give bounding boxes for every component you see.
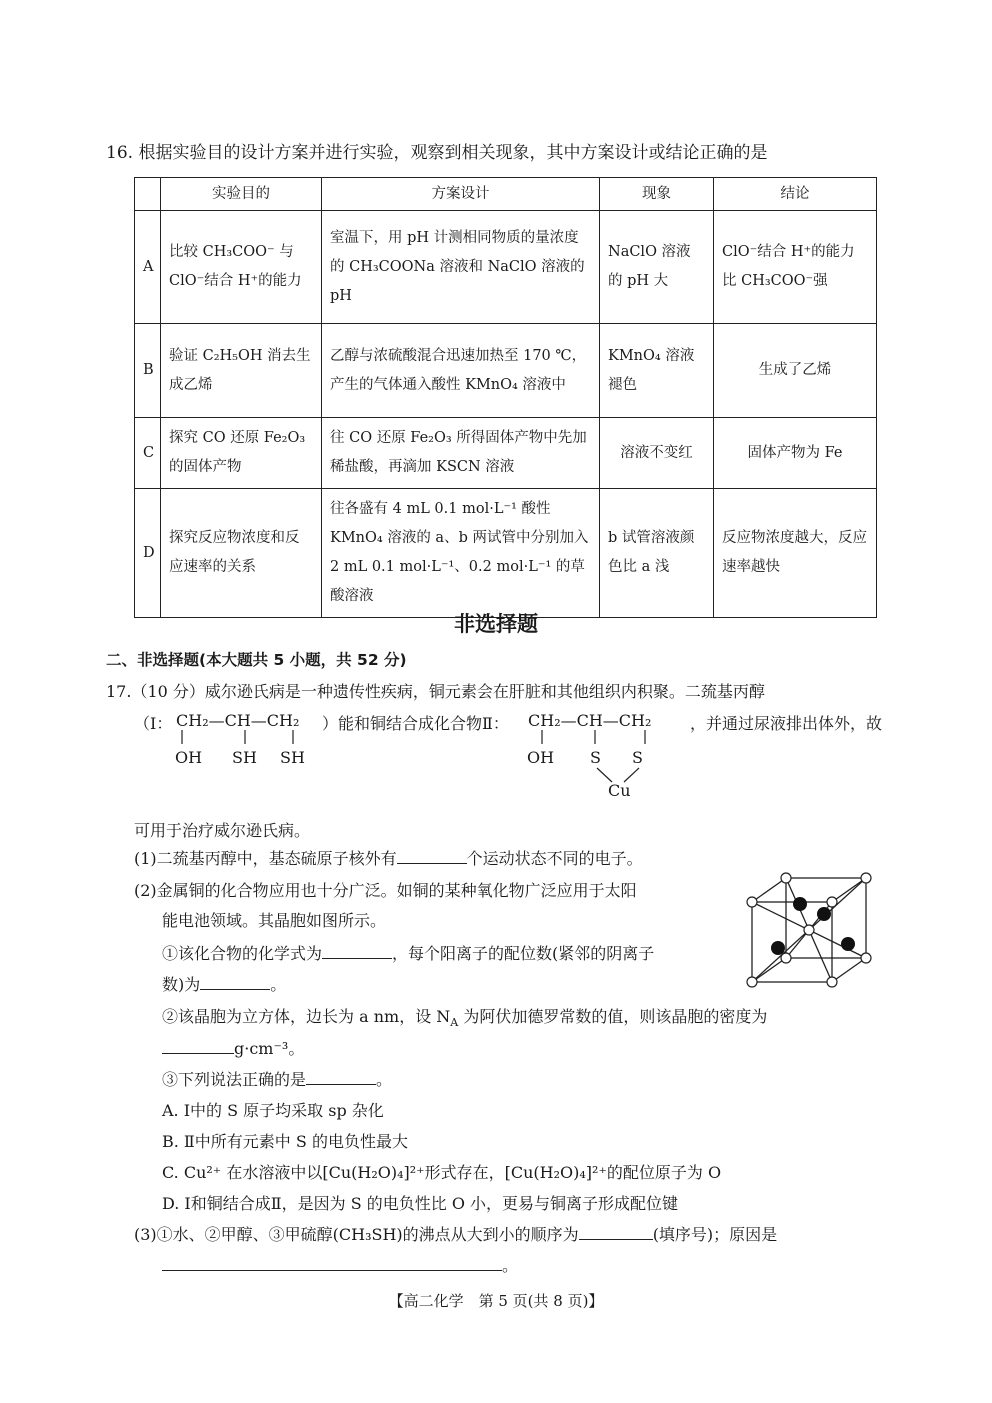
cell-design: 乙醇与浓硫酸混合迅速加热至 170 ℃，产生的气体通入酸性 KMnO₄ 溶液中 xyxy=(322,324,600,418)
q17-part3-line2 xyxy=(162,1253,518,1276)
experiment-table xyxy=(134,177,877,618)
option-a: A. Ⅰ中的 S 原子均采取 sp 杂化 xyxy=(162,1101,384,1120)
option-c: C. Cu²⁺ 在水溶液中以[Cu(H₂O)₄]²⁺形式存在，[Cu(H₂O)₄]²⁺的配位原子为 O xyxy=(162,1163,722,1182)
cell-purpose: 探究反应物浓度和反应速率的关系 xyxy=(161,489,322,618)
cell-purpose: 探究 CO 还原 Fe₂O₃ 的固体产物 xyxy=(161,418,322,489)
row-label: C xyxy=(135,418,161,489)
mol2-s1: S xyxy=(590,748,601,767)
option-b: B. Ⅱ中所有元素中 S 的电负性最大 xyxy=(162,1132,408,1151)
part3-text-b: (填序号)；原因是 xyxy=(652,1225,778,1244)
mol2-s2: S xyxy=(632,748,643,767)
answer-blank-2[interactable] xyxy=(322,944,392,959)
table-row xyxy=(135,489,877,618)
answer-blank-3[interactable] xyxy=(200,975,270,990)
q17-line2b: ）能和铜结合成化合物Ⅱ： xyxy=(322,714,509,733)
part3-text-a: (3)①水、②甲醇、③甲硫醇(CH₃SH)的沸点从大到小的顺序为 xyxy=(134,1225,579,1244)
cell-design: 室温下，用 pH 计测相同物质的量浓度的 CH₃COONa 溶液和 NaClO 溶液的 pH xyxy=(322,211,600,324)
q17-line3: 可用于治疗威尔逊氏病。 xyxy=(134,821,311,840)
table-row xyxy=(135,418,877,489)
mol1-sh1: SH xyxy=(232,748,257,767)
cell-design: 往 CO 还原 Fe₂O₃ 所得固体产物中先加稀盐酸，再滴加 KSCN 溶液 xyxy=(322,418,600,489)
mol1-sh2: SH xyxy=(280,748,305,767)
part3-text-c: 。 xyxy=(502,1256,519,1275)
q17-part3-line1 xyxy=(134,1222,777,1245)
row-label: D xyxy=(135,489,161,618)
table-row xyxy=(135,211,877,324)
q17-part2-line5 xyxy=(162,1004,767,1029)
mol1-chain: CH₂—CH—CH₂ xyxy=(176,711,300,730)
cell-conclusion: 反应物浓度越大，反应速率越快 xyxy=(714,489,877,618)
cell-purpose: 比较 CH₃COO⁻ 与 ClO⁻结合 H⁺的能力 xyxy=(161,211,322,324)
row-label: A xyxy=(135,211,161,324)
header-design: 方案设计 xyxy=(322,178,600,211)
q17-part2-line3 xyxy=(162,941,654,964)
page-footer: 【高二化学 第 5 页(共 8 页)】 xyxy=(388,1292,604,1310)
mol1-oh: OH xyxy=(175,748,203,767)
cell-design: 往各盛有 4 mL 0.1 mol·L⁻¹ 酸性 KMnO₄ 溶液的 a、b 两试管中分别加入 2 mL 0.1 mol·L⁻¹、0.2 mol·L⁻¹ 的草酸溶液 xyxy=(322,489,600,618)
header-conclusion: 结论 xyxy=(714,178,877,211)
table-corner xyxy=(135,178,161,211)
part2-q1-text-a: ①该化合物的化学式为 xyxy=(162,944,323,963)
q17-line2a: （Ⅰ： xyxy=(134,714,173,733)
answer-blank-5[interactable] xyxy=(306,1070,376,1085)
na-subscript: A xyxy=(450,1016,459,1030)
section-heading: 二、非选择题(本大题共 5 小题，共 52 分) xyxy=(106,651,407,669)
part1-text-a: (1)二巯基丙醇中，基态硫原子核外有 xyxy=(134,849,397,868)
q17-part2-line2: 能电池领域。其晶胞如图所示。 xyxy=(162,911,387,930)
mol2-chain: CH₂—CH—CH₂ xyxy=(528,711,652,730)
q17-part2-line1: (2)金属铜的化合物应用也十分广泛。如铜的某种氧化物广泛应用于太阳 xyxy=(134,881,637,900)
q17-part2-line4 xyxy=(162,972,286,995)
table-header-row xyxy=(135,178,877,211)
cell-phenomenon: b 试管溶液颜色比 a 浅 xyxy=(600,489,714,618)
header-purpose: 实验目的 xyxy=(161,178,322,211)
cell-phenomenon: NaClO 溶液的 pH 大 xyxy=(600,211,714,324)
part2-q1-text-d: 。 xyxy=(270,975,287,994)
answer-blank-1[interactable] xyxy=(397,849,467,864)
q17-part2-line6 xyxy=(162,1036,304,1059)
part2-q1-text-b: ，每个阳离子的配位数(紧邻的阴离子 xyxy=(392,944,655,963)
question-16-stem: 16. 根据实验目的设计方案并进行实验，观察到相关现象，其中方案设计或结论正确的是 xyxy=(106,143,768,163)
crystal-cell-diagram xyxy=(744,872,884,988)
row-label: B xyxy=(135,324,161,418)
cell-conclusion: 生成了乙烯 xyxy=(714,324,877,418)
cell-conclusion: 固体产物为 Fe xyxy=(714,418,877,489)
section-title: 非选择题 xyxy=(454,612,538,636)
part2-q2-text-b: 为阿伏加德罗常数的值，则该晶胞的密度为 xyxy=(458,1007,768,1026)
part1-text-b: 个运动状态不同的电子。 xyxy=(466,849,643,868)
part2-q2-text-a: ②该晶胞为立方体，边长为 a nm，设 N xyxy=(162,1007,451,1026)
part2-q3-text-b: 。 xyxy=(376,1070,393,1089)
cell-conclusion: ClO⁻结合 H⁺的能力比 CH₃COO⁻强 xyxy=(714,211,877,324)
q17-line1: 17.（10 分）威尔逊氏病是一种遗传性疾病，铜元素会在肝脏和其他组织内积聚。二巯基丙醇 xyxy=(106,682,765,701)
answer-blank-7[interactable] xyxy=(162,1256,502,1271)
part2-q3-text-a: ③下列说法正确的是 xyxy=(162,1070,307,1089)
cell-phenomenon: 溶液不变红 xyxy=(600,418,714,489)
option-d: D. Ⅰ和铜结合成Ⅱ，是因为 S 的电负性比 O 小，更易与铜离子形成配位键 xyxy=(162,1194,679,1213)
mol2-oh: OH xyxy=(527,748,555,767)
table-row xyxy=(135,324,877,418)
mol2-cu: Cu xyxy=(608,781,631,800)
header-phenomenon: 现象 xyxy=(600,178,714,211)
answer-blank-6[interactable] xyxy=(579,1225,653,1240)
density-unit: g·cm⁻³。 xyxy=(234,1039,305,1058)
q17-part2-line7 xyxy=(162,1067,392,1090)
cell-phenomenon: KMnO₄ 溶液褪色 xyxy=(600,324,714,418)
cell-purpose: 验证 C₂H₅OH 消去生成乙烯 xyxy=(161,324,322,418)
q17-line2c: ，并通过尿液排出体外，故 xyxy=(690,714,883,733)
q17-part1 xyxy=(134,846,643,869)
answer-blank-4[interactable] xyxy=(162,1039,234,1054)
part2-q1-text-c: 数)为 xyxy=(162,975,201,994)
